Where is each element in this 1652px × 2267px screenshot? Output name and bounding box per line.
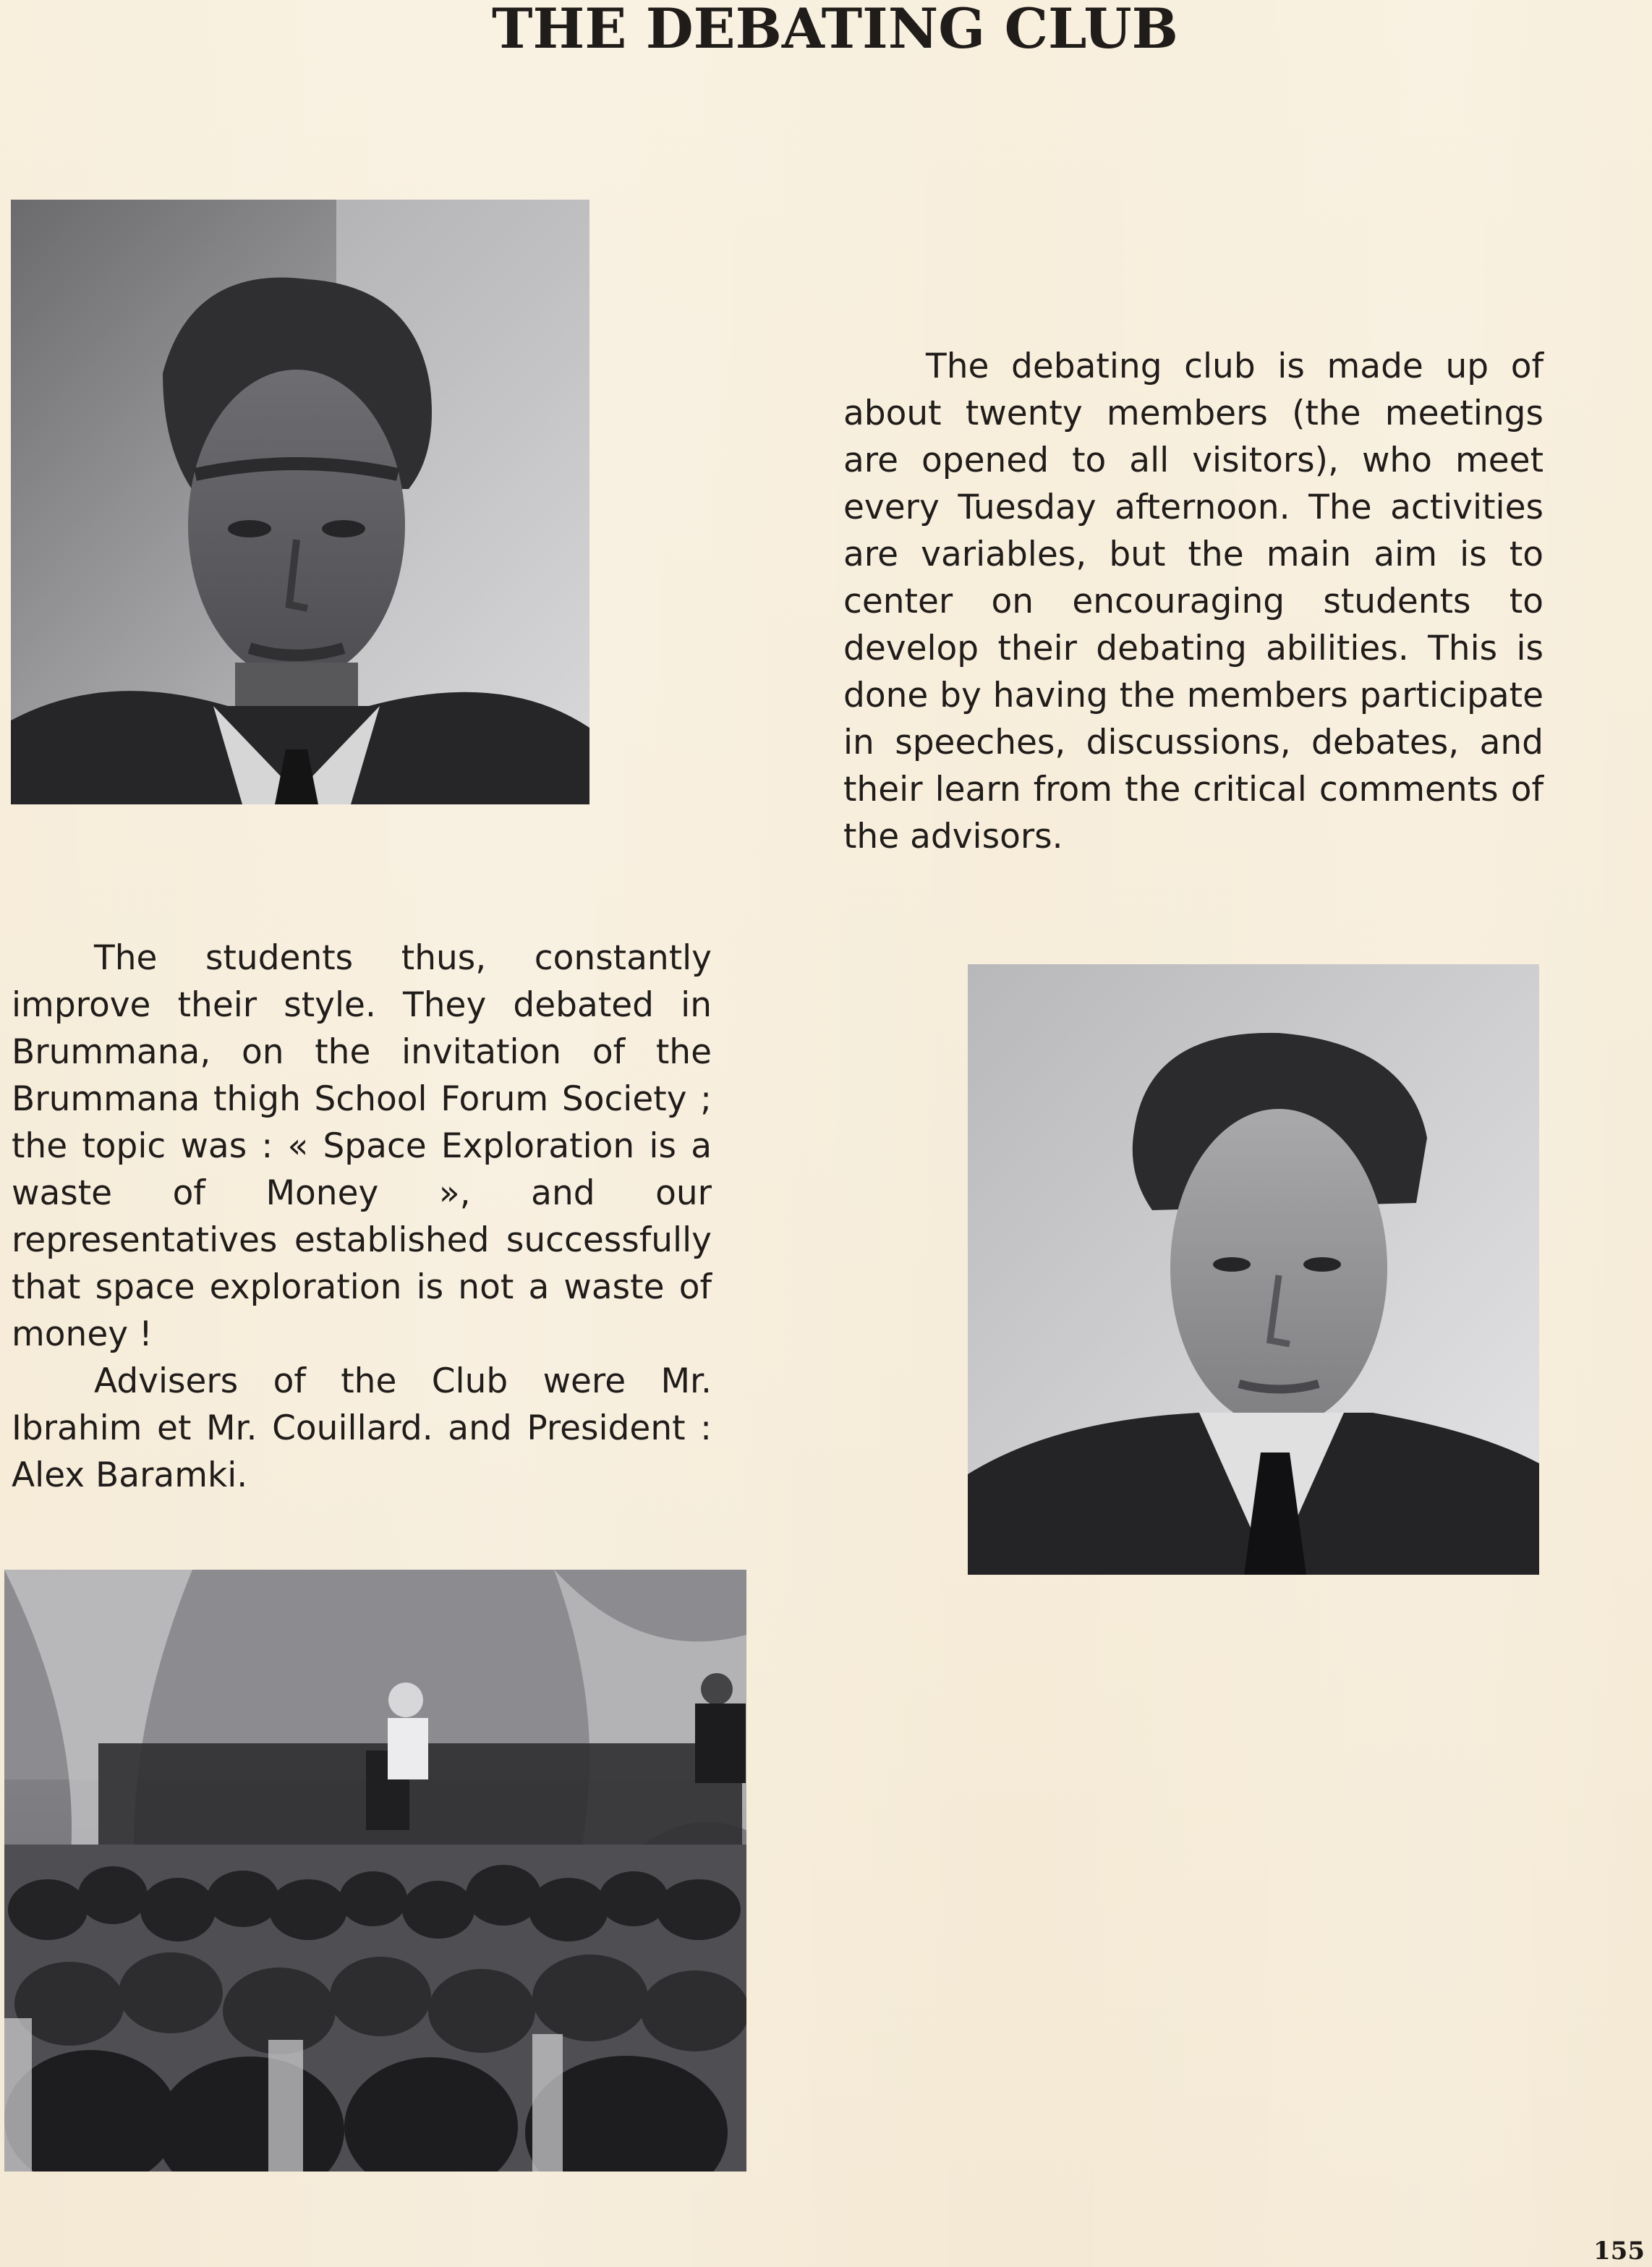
advisers-paragraph: Advisers of the Club were Mr. Ibrahim et Mr. Couillard. and President : Alex Baramki. <box>12 1361 712 1495</box>
adviser-portrait-2-image <box>968 964 1539 1575</box>
debate-audience-photo-image <box>4 1570 746 2172</box>
adviser-portrait-2 <box>968 964 1539 1575</box>
body-paragraph: The students thus, constantly improve their style. They debated in Brummana, on the invitation of the Brummana thigh School Forum Society ; the topic was : « Space Exploration is a waste of Money », and our representatives established successfully that space exploration is not a waste of money ! <box>12 938 712 1354</box>
page-title: THE DEBATING CLUB <box>492 0 1178 61</box>
adviser-portrait-1 <box>11 200 589 804</box>
body-text-block <box>12 935 712 1499</box>
debate-audience-photo <box>4 1570 746 2172</box>
intro-paragraph: The debating club is made up of about twenty members (the meetings are opened to all visitors), who meet every Tuesday afternoon. The activities are variables, but the main aim is to center on encouraging students to develop their debating abilities. This is done by having the members participate in speeches, discussions, debates, and their learn from the critical comments of the advisors. <box>843 346 1544 856</box>
page-number: 155 <box>1593 2237 1645 2266</box>
adviser-portrait-1-image <box>11 200 589 804</box>
intro-text-block <box>843 343 1544 860</box>
